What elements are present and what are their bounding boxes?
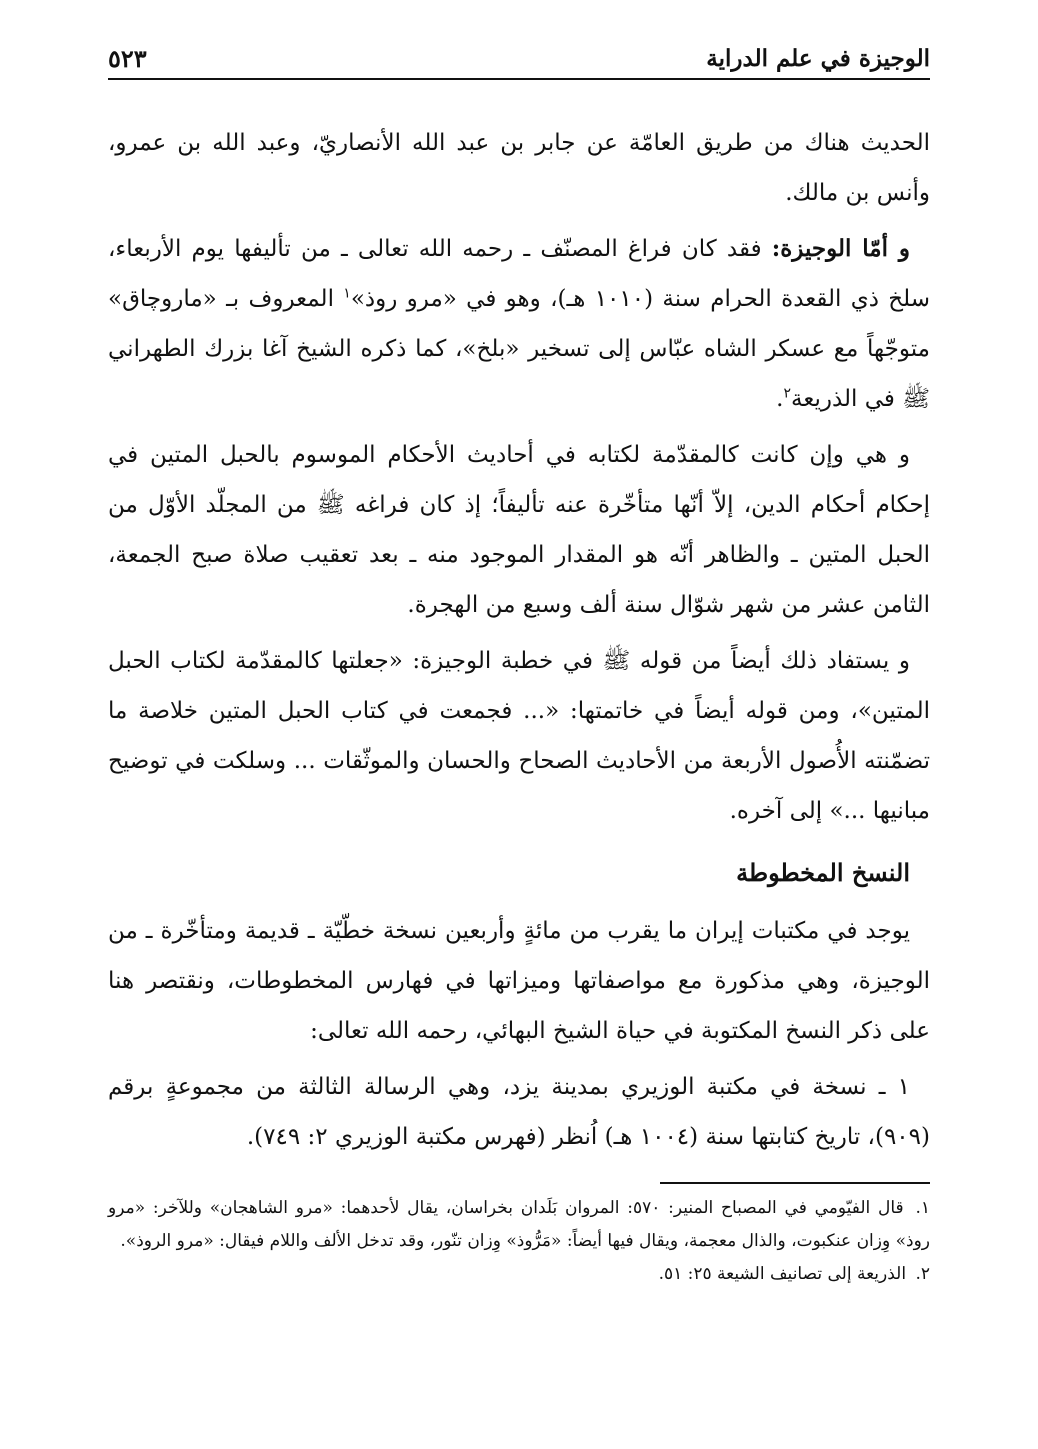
footnote-ref-2: ٢ <box>783 385 792 402</box>
footnote-2-number: ٢. <box>915 1264 930 1284</box>
paragraph-2-text-a: فقد كان فراغ المصنّف ـ رحمه الله تعالى ـ من تأليفها يوم الأربعاء، سلخ ذي القعدة الحرام سنة (١٠١٠ هـ)، وهو في «مرو روذ» <box>108 236 931 312</box>
paragraph-1: الحديث هناك من طريق العامّة عن جابر بن عبد الله الأنصاريّ، وعبد الله بن عمرو، وأنس بن مالك. <box>108 130 930 206</box>
footnote-2 <box>108 1258 930 1291</box>
main-text <box>108 118 930 1162</box>
paragraph-2-text-b: المعروف بـ «ماروچاق» متوجّهاً مع عسكر الشاه عبّاس إلى تسخير «بلخ»، كما ذكره الشيخ آغا بزرك الطهراني ﷺ في الذريعة <box>108 286 930 412</box>
footnote-1-text: قال الفيّومي في المصباح المنير: ٥٧٠: المروان بَلَدان بخراسان، يقال لأحدهما: «مرو الشاهجان» وللآخر: «مرو روذ» وِزان عنكبوت، والذال معجمة، ويقال فيها أيضاً: «مَرُّوذ» وِزان تنّور، وقد تدخل الألف واللام فيقال: «مرو الروذ». <box>108 1198 930 1251</box>
paragraph-4: و يستفاد ذلك أيضاً من قوله ﷺ في خطبة الوجيزة: «جعلتها كالمقدّمة لكتاب الحبل المتين»، ومن قوله أيضاً في خاتمتها: «... فجمعت في كتاب الحبل المتين خلاصة ما تضمّنته الأُصول الأربعة من الأحاديث الصحاح والحسان والموثّقات ... وسلكت في توضيح مبانيها ...» إلى آخره. <box>108 648 930 824</box>
paragraph-6: ١ ـ نسخة في مكتبة الوزيري بمدينة يزد، وهي الرسالة الثالثة من مجموعةٍ برقم (٩٠٩)، تاريخ كتابتها سنة (١٠٠٤ هـ) اُنظر (فهرس مكتبة الوزيري ٢: ٧٤٩). <box>108 1074 930 1150</box>
paragraph-2-text-c: . <box>776 386 784 412</box>
paragraph-2 <box>108 224 930 424</box>
book-title: الوجيزة في علم الدراية <box>706 44 930 72</box>
paragraph-5: يوجد في مكتبات إيران ما يقرب من مائةٍ وأربعين نسخة خطّيّة ـ قديمة ومتأخّرة ـ من الوجيزة، وهي مذكورة مع مواصفاتها وميزاتها في فهارس المخطوطات، ونقتصر هنا على ذكر النسخ المكتوبة في حياة الشيخ البهائي، رحمه الله تعالى: <box>108 918 930 1044</box>
footnote-1-number: ١. <box>915 1198 930 1218</box>
section-heading: النسخ المخطوطة <box>736 858 910 887</box>
footnote-2-text: الذريعة إلى تصانيف الشيعة ٢٥: ٥١. <box>658 1264 907 1284</box>
running-header <box>108 38 930 80</box>
paragraph-2-lead: و أمّا الوجيزة: <box>771 235 910 262</box>
footnotes <box>108 1192 930 1291</box>
footnote-1 <box>108 1192 930 1258</box>
footnote-ref-1: ١ <box>343 285 351 302</box>
footnote-separator <box>660 1182 930 1184</box>
paragraph-3: و هي وإن كانت كالمقدّمة لكتابه في أحاديث الأحكام الموسوم بالحبل المتين في إحكام أحكام الدين، إلاّ أنّها متأخّرة عنه تأليفاً؛ إذ كان فراغه ﷺ من المجلّد الأوّل من الحبل المتين ـ والظاهر أنّه هو المقدار الموجود منه ـ بعد تعقيب صلاة صبح الجمعة، الثامن عشر من شهر شوّال سنة ألف وسبع من الهجرة. <box>108 442 930 618</box>
page <box>108 38 930 1418</box>
page-number: ٥٢٣ <box>108 43 147 73</box>
